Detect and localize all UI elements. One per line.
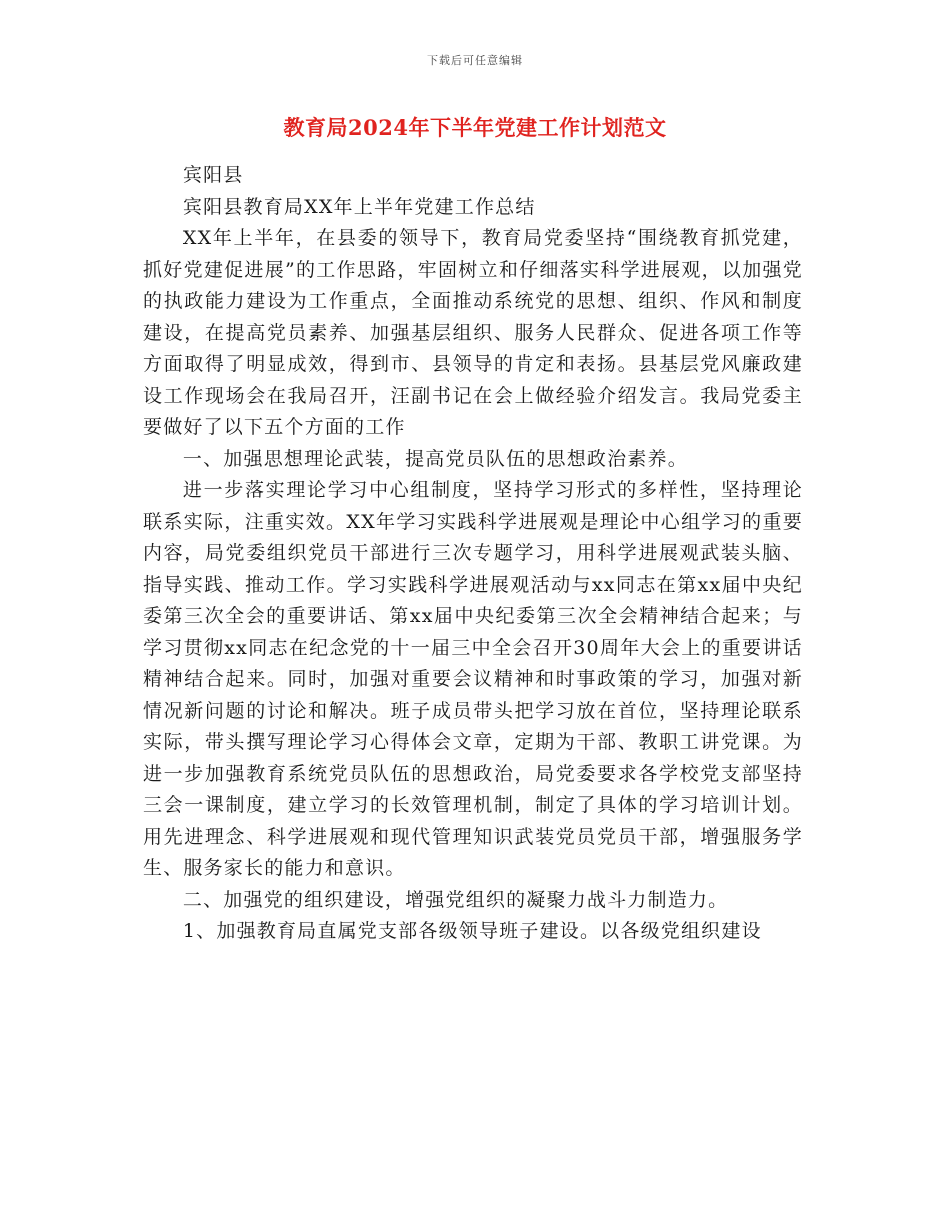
paragraph-section-1: 进一步落实理论学习中心组制度，坚持学习形式的多样性，坚持理论联系实际，注重实效。XX年学习实践科学进展观是理论中心组学习的重要内容，局党委组织党员干部进行三次专题学习，用科学进展观武装头脑、指导实践、推动工作。学习实践科学进展观活动与xx同志在第xx届中央纪委第三次全会的重要讲话、第xx届中央纪委第三次全会精神结合起来；与学习贯彻xx同志在纪念党的十一届三中全会召开30周年大会上的重要讲话精神结合起来。同时，加强对重要会议精神和时事政策的学习，加强对新情况新问题的讨论和解决。班子成员带头把学习放在首位，坚持理论联系实际，带头撰写理论学习心得体会文章，定期为干部、教职工讲党课。为进一步加强教育系统党员队伍的思想政治，局党委要求各学校党支部坚持三会一课制度，建立学习的长效管理机制，制定了具体的学习培训计划。用先进理念、科学进展观和现代管理知识武装党员党员干部，增强服务学生、服务家长的能力和意识。 bbox=[143, 479, 803, 879]
document-body bbox=[143, 160, 803, 948]
page-header-note: 下载后可任意编辑 bbox=[427, 54, 523, 67]
document-title: 教育局2024年下半年党建工作计划范文 bbox=[283, 115, 667, 140]
paragraph-section-2-item-1: 1、加强教育局直属党支部各级领导班子建设。以各级党组织建设 bbox=[182, 920, 762, 942]
paragraph-county: 宾阳县 bbox=[182, 164, 244, 186]
paragraph-subtitle: 宾阳县教育局XX年上半年党建工作总结 bbox=[182, 195, 536, 218]
section-heading-1: 一、加强思想理论武装，提高党员队伍的思想政治素养。 bbox=[182, 447, 688, 470]
paragraph-intro: XX年上半年，在县委的领导下，教育局党委坚持“围绕教育抓党建，抓好党建促进展”的工作思路，牢固树立和仔细落实科学进展观，以加强党的执政能力建设为工作重点，全面推动系统党的思想、组织、作风和制度建设，在提高党员素养、加强基层组织、服务人民群众、促进各项工作等方面取得了明显成效，得到市、县领导的肯定和表扬。县基层党风廉政建设工作现场会在我局召开，汪副书记在会上做经验介绍发言。我局党委主要做好了以下五个方面的工作 bbox=[143, 227, 803, 438]
section-heading-2: 二、加强党的组织建设，增强党组织的凝聚力战斗力制造力。 bbox=[182, 888, 729, 911]
